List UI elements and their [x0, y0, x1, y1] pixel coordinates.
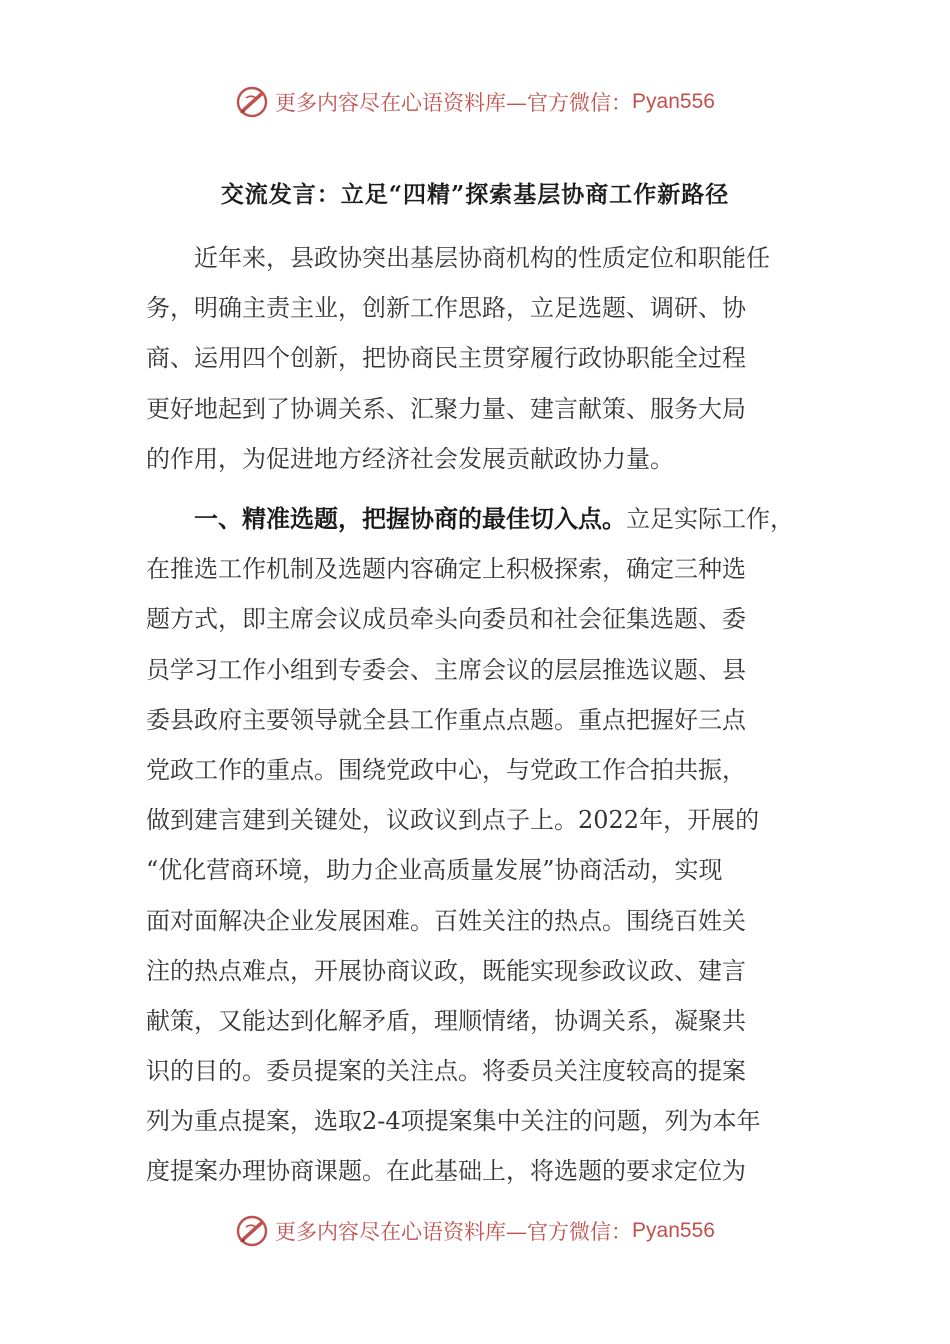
- text-line: “优化营商环境，助力企业高质量发展”协商活动，实现: [146, 856, 723, 885]
- footer-banner: [0, 1211, 950, 1251]
- text-line: 的作用，为促进地方经济社会发展贡献政协力量。: [146, 444, 674, 473]
- text-line: 列为重点提案，选取2-4项提案集中关注的问题，列为本年: [146, 1107, 761, 1136]
- banner-wechat-id: Pyan556: [632, 1219, 715, 1242]
- text-line-first: [146, 494, 806, 544]
- text-line: 更好地起到了协调关系、汇聚力量、建言献策、服务大局: [146, 394, 746, 423]
- text-line: 识的目的。委员提案的关注点。将委员关注度较高的提案: [146, 1057, 746, 1086]
- text-line: 度提案办理协商课题。在此基础上，将选题的要求定位为: [146, 1157, 746, 1186]
- paragraph-section-one: [146, 494, 806, 1197]
- section-heading: 一、精准选题，把握协商的最佳切入点。: [146, 504, 626, 533]
- text-line: 员学习工作小组到专委会、主席会议的层层推选议题、县: [146, 655, 746, 684]
- document-title: 交流发言：立足“四精”探索基层协商工作新路径: [220, 181, 730, 208]
- pen-circle-logo-icon: [235, 1214, 269, 1248]
- text-line: 务，明确主责主业，创新工作思路，立足选题、调研、协: [146, 294, 746, 323]
- header-banner: [0, 82, 950, 122]
- banner-wechat-id: Pyan556: [632, 90, 715, 113]
- text-line: 做到建言建到关键处，议政议到点子上。2022年，开展的: [146, 806, 760, 835]
- text-line: 近年来，县政协突出基层协商机构的性质定位和职能任: [146, 244, 770, 272]
- text-line: 在推选工作机制及选题内容确定上积极探索，确定三种选: [146, 555, 746, 584]
- text-line: 委县政府主要领导就全县工作重点点题。重点把握好三点: [146, 705, 746, 734]
- section-first-line-rest: 立足实际工作，: [626, 505, 794, 533]
- banner-text: 更多内容尽在心语资料库—官方微信：: [275, 91, 633, 115]
- text-line: 商、运用四个创新，把协商民主贯穿履行政协职能全过程: [146, 344, 746, 373]
- text-line: 献策，又能达到化解矛盾，理顺情绪，协调关系，凝聚共: [146, 1006, 746, 1035]
- banner-text: 更多内容尽在心语资料库—官方微信：: [275, 1220, 633, 1244]
- paragraph-intro: [146, 233, 806, 484]
- text-line: 注的热点难点，开展协商议政，既能实现参政议政、建言: [146, 956, 746, 985]
- text-line: 党政工作的重点。围绕党政中心，与党政工作合拍共振，: [146, 755, 746, 784]
- pen-circle-logo-icon: [235, 85, 269, 119]
- text-line: 题方式，即主席会议成员牵头向委员和社会征集选题、委: [146, 605, 746, 634]
- text-line: 面对面解决企业发展困难。百姓关注的热点。围绕百姓关: [146, 906, 746, 935]
